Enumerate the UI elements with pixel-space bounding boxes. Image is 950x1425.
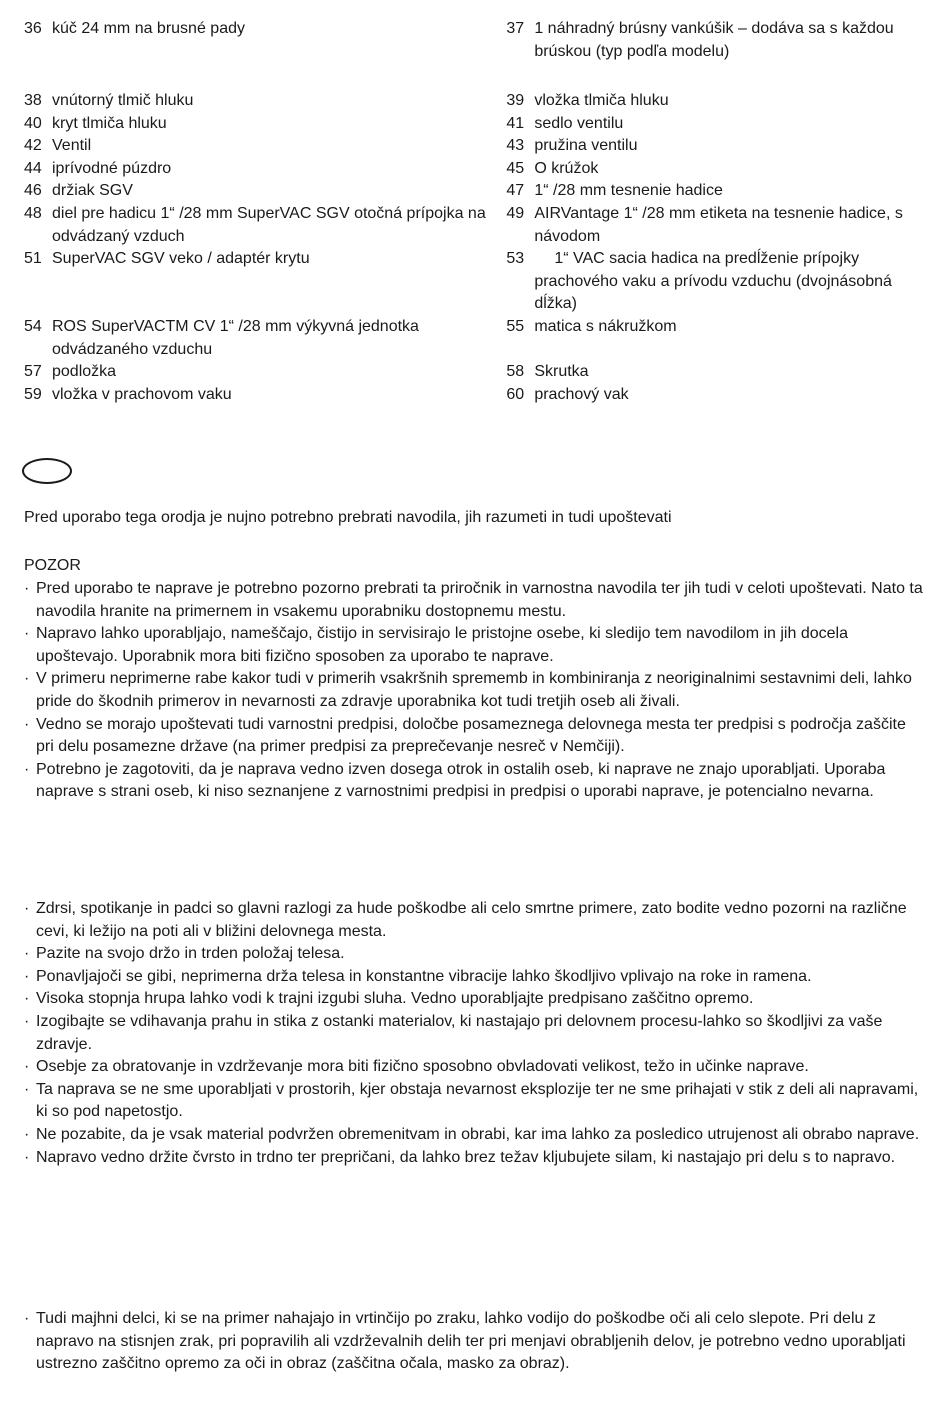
part-label: O krúžok — [534, 159, 599, 177]
warning-item: · Pred uporabo te naprave je potrebno pozorno prebrati ta priročnik in varnostna navodila ter jih tudi v celoti upoštevati. Nato ta navodila hranite na primernem in vsakemu uporabniku dostopnemu mestu. — [24, 578, 926, 623]
part-number: 45 — [506, 159, 525, 177]
part-label: ROS SuperVACTM CV 1“ /28 mm výkyvná jednotka odvádzaného vzduchu — [52, 318, 419, 358]
parts-row — [24, 248, 924, 316]
part-item — [24, 113, 506, 136]
part-item — [506, 384, 924, 407]
part-item — [24, 180, 506, 203]
part-number: 54 — [24, 318, 42, 336]
parts-row — [24, 180, 924, 203]
part-label: kúč 24 mm na brusné pady — [52, 20, 245, 37]
hazard-item: · Zdrsi, spotikanje in padci so glavni razlogi za hude poškodbe ali celo smrtne primere, zato bodite vedno pozorni na različne cevi, ki ležijo na poti ali v bližini delovnega mesta. — [24, 898, 926, 943]
warning-item: · Napravo lahko uporabljajo, nameščajo, čistijo in servisirajo le pristojne osebe, ki sledijo tem navodilom in jih docela upoštevajo. Uporabnik mora biti fizično sposoben za uporabo te naprave. — [24, 623, 926, 668]
parts-list — [24, 18, 924, 407]
warning-title: POZOR — [24, 557, 81, 574]
hazard-item: · Ne pozabite, da je vsak material podvržen obremenitvam in obrabi, kar ima lahko za posledico utrujenost ali obrabo naprave. — [24, 1124, 926, 1147]
eye-protection-list — [24, 1308, 926, 1376]
parts-row — [24, 203, 924, 248]
part-number: 59 — [24, 385, 42, 403]
part-label: sedlo ventilu — [534, 114, 624, 132]
hazard-item: · Ta naprava se ne sme uporabljati v prostorih, kjer obstaja nevarnost eksplozije ter ne sme prihajati v stik z deli ali napravami, ki so pod napetostjo. — [24, 1079, 926, 1124]
part-number: 47 — [506, 182, 525, 200]
part-item — [24, 316, 506, 361]
part-item — [24, 203, 506, 248]
part-item — [506, 248, 924, 316]
part-item — [506, 113, 924, 136]
hazard-item: · Pazite na svojo držo in trden položaj telesa. — [24, 943, 926, 966]
part-item — [506, 203, 924, 248]
part-item — [506, 135, 924, 158]
hazard-item: · Visoka stopnja hrupa lahko vodi k trajni izgubi sluha. Vedno uporabljajte predpisano zaščitno opremo. — [24, 988, 926, 1011]
part-number: 46 — [24, 182, 42, 200]
part-number: 40 — [24, 114, 42, 132]
part-label: vnútorný tlmič hluku — [52, 92, 194, 109]
part-item — [506, 180, 924, 203]
parts-row — [24, 158, 924, 181]
parts-row — [24, 361, 924, 384]
part-label: vložka tlmiča hluku — [534, 92, 669, 109]
part-label: diel pre hadicu 1“ /28 mm SuperVAC SGV otočná prípojka na odvádzaný vzduch — [52, 204, 486, 245]
part-label: AIRVantage 1“ /28 mm etiketa na tesnenie hadice, s návodom — [534, 204, 903, 245]
part-number: 49 — [506, 204, 525, 222]
part-number: 44 — [24, 159, 42, 177]
part-item — [506, 158, 924, 181]
part-number: 42 — [24, 137, 42, 155]
parts-row — [24, 135, 924, 158]
part-number: 57 — [24, 363, 42, 381]
part-label: 1 náhradný brúsny vankúšik – dodáva sa s každou brúskou (typ podľa modelu) — [534, 20, 894, 60]
warning-item: · Potrebno je zagotoviti, da je naprava vedno izven dosega otrok in ostalih oseb, ki naprave ne znajo uporabljati. Uporaba naprave s strani oseb, ki niso seznanjene z varnostnimi predpisi in predpisi o uporabi naprave, je potencialno nevarna. — [24, 759, 926, 804]
hazard-item: · Izogibajte se vdihavanja prahu in stika z ostanki materialov, ki nastajajo pri delovnem procesu-lahko so škodljivi za vaše zdravje. — [24, 1011, 926, 1056]
parts-row — [24, 113, 924, 136]
warning-item: · V primeru neprimerne rabe kakor tudi v primerih vsakršnih sprememb in kombiniranja z neoriginalnimi sestavnimi deli, lahko pride do škodnih primerov in nevarnosti za zdravje uporabnika kot tudi tretjih oseb ali živali. — [24, 668, 926, 713]
part-label: pružina ventilu — [534, 137, 638, 155]
part-number: 39 — [506, 92, 525, 109]
part-number: 41 — [506, 114, 525, 132]
part-number: 55 — [506, 318, 525, 336]
part-item — [24, 361, 506, 384]
part-label: kryt tlmiča hluku — [52, 114, 167, 132]
part-item — [506, 18, 924, 63]
part-item — [506, 316, 924, 339]
parts-row — [24, 384, 924, 407]
hazard-item: · Osebje za obratovanje in vzdrževanje mora biti fizično sposobno obvladovati velikost, težo in učinke naprave. — [24, 1056, 926, 1079]
part-label: iprívodné púzdro — [52, 159, 172, 177]
hazard-list — [24, 898, 926, 1169]
part-item — [506, 90, 924, 113]
warning-list — [24, 578, 926, 804]
part-item — [24, 248, 506, 271]
part-label: 1“ VAC sacia hadica na predĺženie prípojky prachového vaku a prívodu vzduchu (dvojnásobná dĺžka) — [534, 250, 892, 313]
part-number: 51 — [24, 250, 42, 268]
warning-item: · Vedno se morajo upoštevati tudi varnostni predpisi, določbe posameznega delovnega mesta ter predpisi s področja zaščite pri delu posamezne države (na primer predpisi za preprečevanje nesreč v Nemčiji). — [24, 714, 926, 759]
part-label: SuperVAC SGV veko / adaptér krytu — [52, 250, 310, 268]
part-item — [24, 18, 506, 41]
part-label: držiak SGV — [52, 182, 133, 200]
intro-text: Pred uporabo tega orodja je nujno potrebno prebrati navodila, jih razumeti in tudi upoštevati — [24, 509, 672, 526]
eye-protection-item: · Tudi majhni delci, ki se na primer nahajajo in vrtinčijo po zraku, lahko vodijo do poškodbe oči ali celo slepote. Pri delu z napravo na stisnjen zrak, pri popravilih ali vzdrževalnih delih ter pri menjavi obrabljenih delov, je potrebno vedno uporabljati ustrezno zaščitno opremo za oči in obraz (zaščitna očala, masko za obraz). — [24, 1308, 926, 1376]
part-number: 38 — [24, 92, 42, 109]
part-number: 43 — [506, 137, 525, 155]
part-item — [24, 135, 506, 158]
part-label: Skrutka — [534, 363, 589, 381]
part-label: podložka — [52, 363, 117, 381]
part-item — [24, 384, 506, 407]
part-label: Ventil — [52, 137, 92, 155]
part-item — [24, 158, 506, 181]
part-number: 48 — [24, 204, 42, 222]
part-number: 60 — [506, 385, 525, 403]
part-label: matica s nákružkom — [534, 318, 677, 336]
language-marker-oval — [22, 458, 72, 484]
part-number: 58 — [506, 363, 525, 381]
part-label: prachový vak — [534, 385, 629, 403]
part-number: 53 — [506, 250, 525, 268]
part-number: 37 — [506, 20, 525, 37]
part-item — [506, 361, 924, 384]
parts-row — [24, 18, 924, 90]
part-label: 1“ /28 mm tesnenie hadice — [534, 182, 723, 200]
hazard-item: · Ponavljajoči se gibi, neprimerna drža telesa in konstantne vibracije lahko škodljivo vplivajo na roke in ramena. — [24, 966, 926, 989]
parts-row — [24, 90, 924, 113]
part-label: vložka v prachovom vaku — [52, 385, 232, 403]
hazard-item: · Napravo vedno držite čvrsto in trdno ter prepričani, da lahko brez težav kljubujete silam, ki nastajajo pri delu s to napravo. — [24, 1147, 926, 1170]
part-number: 36 — [24, 20, 42, 37]
parts-row — [24, 316, 924, 361]
part-item — [24, 90, 506, 113]
